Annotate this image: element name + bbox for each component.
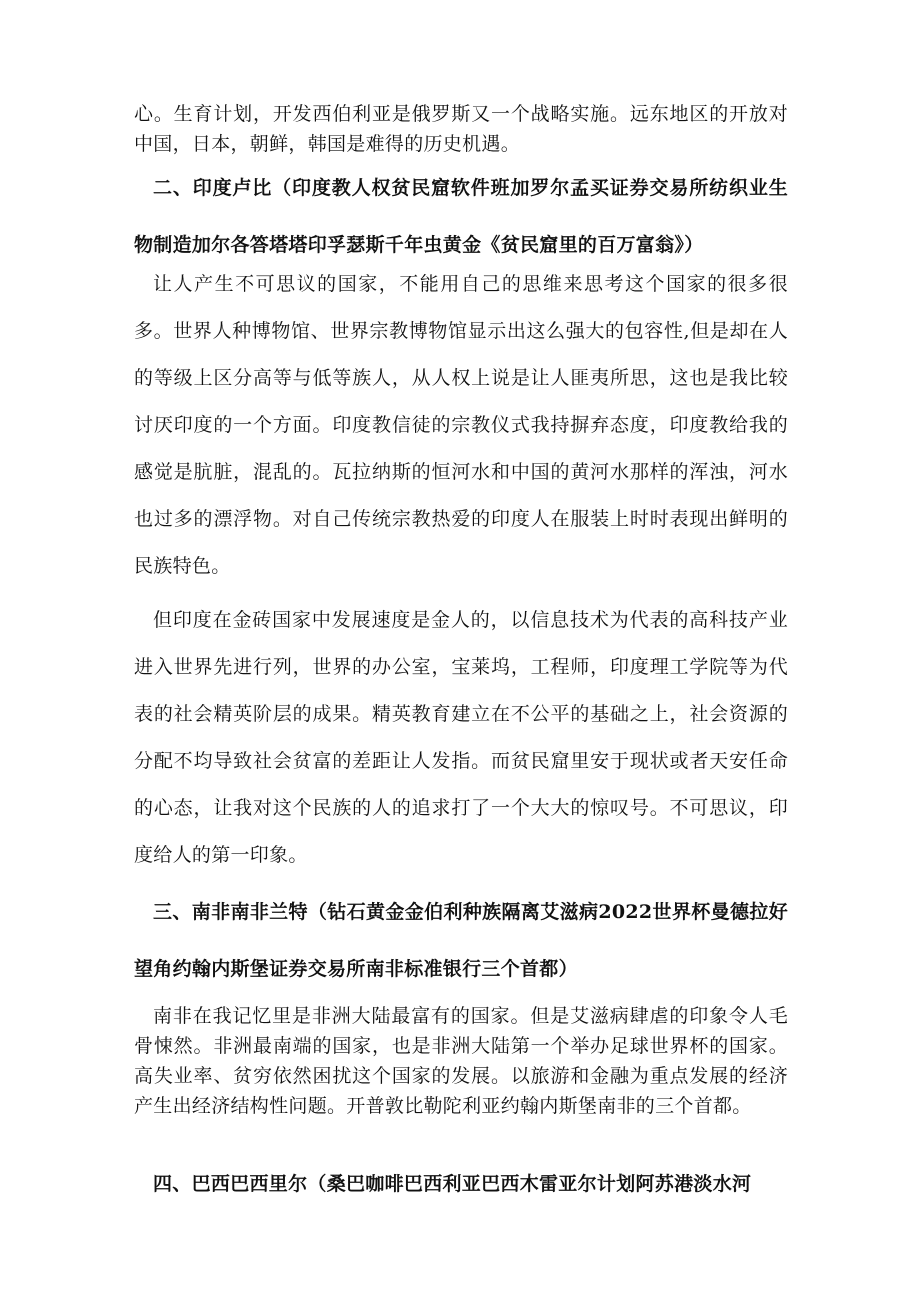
section-heading-brazil: 四、巴西巴西里尔（桑巴咖啡巴西利亚巴西木雷亚尔计划阿苏港淡水河 (153, 1173, 752, 1195)
paragraph-india-2: 但印度在金砖国家中发展速度是金人的，以信息技术为代表的高科技产业进入世界先进行列，世界的办公室，宝莱坞，工程师，印度理工学院等为代表的社会精英阶层的成果。精英教育建立在不公平的基础之上，社会资源的分配不均导致社会贫富的差距让人发指。而贫民窟里安于现状或者天安任命的心态，让我对这个民族的人的追求打了一个大大的惊叹号。不可思议，印度给人的第一印象。 (134, 609, 788, 866)
section-heading-india: 二、印度卢比（印度教人权贫民窟软件班加罗尔孟买证券交易所纺织业生物制造加尔各答塔塔印孚瑟斯千年虫黄金《贫民窟里的百万富翁》） (134, 177, 788, 256)
paragraph-continuation: 心。生育计划，开发西伯利亚是俄罗斯又一个战略实施。远东地区的开放对中国，日本，朝鲜，韩国是难得的历史机遇。 (134, 103, 788, 155)
paragraph-india-1: 让人产生不可思议的国家，不能用自己的思维来思考这个国家的很多很多。世界人种博物馆、世界宗教博物馆显示出这么强大的包容性,但是却在人的等级上区分高等与低等族人，从人权上说是让人匪夷所思，这也是我比较讨厌印度的一个方面。印度教信徒的宗教仪式我持摒弃态度，印度教给我的感觉是肮脏，混乱的。瓦拉纳斯的恒河水和中国的黄河水那样的浑浊，河水也过多的漂浮物。对自己传统宗教热爱的印度人在服装上时时表现出鲜明的民族特色。 (134, 273, 788, 577)
section-heading-south-africa: 三、南非南非兰特（钻石黄金金伯利种族隔离艾滋病2022世界杯曼德拉好望角约翰内斯堡证券交易所南非标准银行三个首都） (134, 901, 788, 980)
paragraph-south-africa: 南非在我记忆里是非洲大陆最富有的国家。但是艾滋病肆虐的印象令人毛骨悚然。非洲最南端的国家，也是非洲大陆第一个举办足球世界杯的国家。高失业率、贫穷依然困扰这个国家的发展。以旅游和金融为重点发展的经济产生出经济结构性问题。开普敦比勒陀利亚约翰内斯堡南非的三个首都。 (134, 1005, 788, 1117)
